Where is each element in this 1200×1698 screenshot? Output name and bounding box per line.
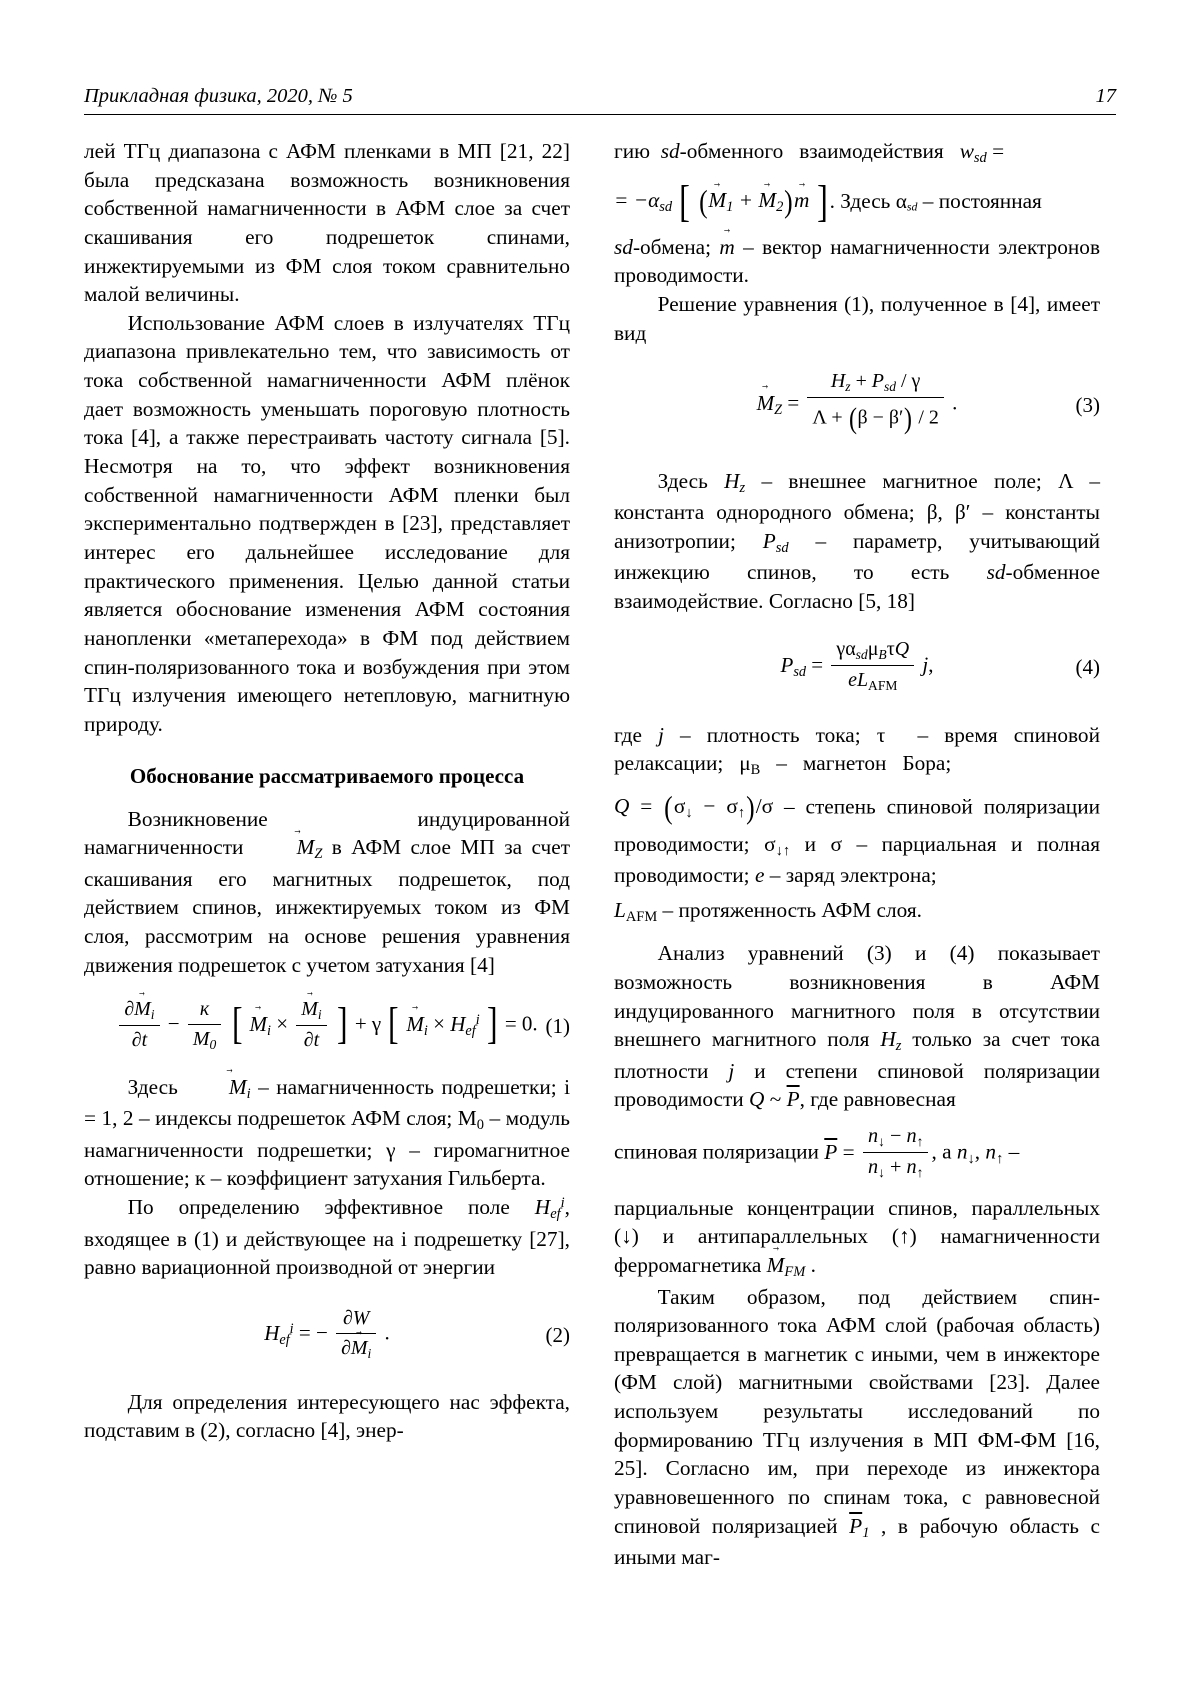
text-fragment: – модуль намагниченности подрешетки; γ – гиромагнитное отношение; к – коэффициент затухания Гильберта. — [84, 1106, 570, 1191]
equation-3-number: (3) — [1075, 392, 1100, 417]
journal-title: Прикладная физика, 2020, № 5 — [84, 85, 353, 107]
paragraph: Использование АФМ слоев в излучателях ТГц диапазона привлекательно тем, что зависимость от тока собственной намагниченности АФМ плёнок дает возможность уменьшать пороговую плотность тока [4], а также перестраивать частоту сигнала [5]. Несмотря на то, что эффект возникновения собственной намагниченности АФМ пленки был экспериментально подтвержден в [23], представляет интерес его дальнейшее исследование для практического применения. Целью данной статьи является обоснование изменения АФМ состояния нанопленки «метаперехода» в ФМ под действием спин-поляризованного тока и возбуждения при этом ТГц излучения имеющего нетепловую, магнитную природу. — [84, 310, 570, 736]
paragraph: лей ТГц диапазона с АФМ пленками в МП [21, 22] была предсказана возможность возникновения собственной намагниченности в АФМ слое за счет скашивания его подрешеток спинами, инжектируемыми из ФМ слоя током сравнительно малой величины. — [84, 139, 570, 307]
left-column — [84, 137, 570, 1572]
equation-1 — [84, 996, 570, 1055]
symbol-H-ef: $H_{ef}^i$ — [534, 1194, 565, 1223]
page-number: 17 — [1095, 85, 1116, 107]
paragraph: Решение уравнения (1), полученное в [4], имеет вид — [614, 291, 1100, 345]
page-header — [84, 85, 1116, 115]
right-column — [614, 137, 1100, 1572]
equation-3 — [614, 369, 1100, 440]
text-fragment: По определению эффективное поле — [127, 1195, 535, 1220]
equation-4-number: (4) — [1075, 654, 1100, 679]
paragraph-with-formula-Q: $Q = (\sigma_↓ - \sigma_↑)/\sigma$ – степень спиновой поляризации проводимости; $\sigma_{↓↑}$ и σ – парциальная и полная проводимости; e – заряд электрона; — [614, 789, 1100, 888]
paragraph — [614, 137, 1100, 169]
text-fragment: гию sd-обменного взаимодействия $w_{sd}$ = — [614, 139, 1005, 167]
text-fragment: – намагниченность подрешетки; i = 1, 2 – индексы подрешеток АФМ слоя; M — [84, 1074, 570, 1131]
body-columns — [84, 137, 1116, 1572]
paragraph — [84, 1193, 570, 1282]
paragraph: Анализ уравнений (3) и (4) показывает возможность возникновения в АФМ индуцированного магнитного поля в отсутствии внешнего магнитного поля $H_z$ только за счет тока плотности j и степени спиновой поляризации проводимости Q ~ $\overline{P}$, где равновесная — [614, 941, 1100, 1112]
paragraph: sd-обмена; m → – вектор намагниченности электронов проводимости. — [614, 233, 1100, 290]
equation-2-number: (2) — [545, 1322, 570, 1347]
formula-inline-wsd: = $-\alpha_{sd}$ [ $(M \to_1 + M \to_2)m$ → ]. Здесь $\alpha_{sd}$ – постоянная — [614, 173, 1100, 233]
text-fragment: Возникновение индуцированной намагниченности — [84, 806, 570, 860]
paragraph: парциальные концентрации спинов, параллельных (↓) и антипараллельных (↑) намагниченности ферромагнетика $M \to_{FM}$ . — [614, 1194, 1100, 1283]
paragraph: где j – плотность тока; τ – время спиновой релаксации; $\mu_B$ – магнетон Бора; — [614, 722, 1100, 779]
equation-1-number: (1) — [545, 1013, 570, 1038]
equation-4-body: $P_{sd}$ = $\frac{\gamma\alpha_{sd}\mu_B\tau Q}{eL_{AFM}}$ j, — [780, 638, 934, 694]
paragraph — [84, 805, 570, 980]
paragraph: Таким образом, под действием спин-поляризованного тока АФМ слой (рабочая область) превращается в магнетик с иными, чем в инжекторе (ФМ слой) магнитными свойствами [23]. Далее используем результаты исследований по формированию ТГц излучения в МП ФМ-ФМ [16, 25]. Согласно им, при переходе из инжектора уравновешенного по спинам тока, с равновесной спиновой поляризацией $\overline{P}_1$ , в рабочую область с иными маг- — [614, 1284, 1101, 1570]
equation-2 — [84, 1306, 570, 1364]
equation-3-body: $M \to_Z$ = $\frac{H_z + P_{sd} / \gamma}{\Lambda + (\beta - \beta') / 2}$ . — [757, 369, 958, 440]
symbol-M-i: $M \to_i$ — [185, 1075, 250, 1099]
paragraph-with-formula-P: спиновая поляризации $\overline{P}$ = $\frac{n_↓ - n_↑}{n_↓ + n_↑}$ , а $n_↓$, $n_↑$ – — [614, 1125, 1020, 1181]
text-fragment: Здесь — [127, 1074, 186, 1099]
paragraph: Для определения интересующего нас эффекта, подставим в (2), согласно [4], энер- — [84, 1389, 570, 1443]
section-heading: Обоснование рассматриваемого процесса — [129, 764, 525, 789]
paragraph: Здесь $H_z$ – внешнее магнитное поле; Λ – константа однородного обмена; β, β′ – константы анизотропии; $P_{sd}$ – параметр, учитывающий инжекцию спинов, то есть sd-обменное взаимодействие. Согласно [5, 18] — [614, 468, 1101, 613]
equation-2-body: $H_{ef}^i$ = − $\frac{\partial W}{\partial M \to_i}$ . — [264, 1306, 390, 1364]
text-fragment: в АФМ слое МП за счет скашивания его магнитных подрешеток, под действием спинов, инжектируемых током из ФМ слоя, рассмотрим на основе решения уравнения движения подрешеток с учетом затухания [4] — [84, 835, 571, 977]
equation-4 — [614, 637, 1100, 696]
text-fragment: , входящее в (1) и действующее на i подрешетку [27], равно вариационной производной от энергии — [84, 1195, 570, 1280]
paragraph: $L_{AFM}$ – протяженность АФМ слоя. — [614, 897, 922, 925]
paragraph: Здесь $M \to_i$ – намагниченность подрешетки; i = 1, 2 – индексы подрешеток АФМ слоя; $M_0$ – модуль намагниченности подрешетки; γ – гиромагнитное отношение; к – коэффициент затухания Гильберта. — [84, 1073, 570, 1193]
symbol-M-Z: $M \to_Z$ — [253, 835, 322, 859]
equation-1-body: $\frac{\partial M \to_i}{\partial t}$ − $\frac{к}{M_0}$ [ $M \to_i$ × $\frac{M \to_i}{\partial t}$ ] + γ [ $M \to_i \times H_{ef}^i$ ] = 0. — [116, 996, 537, 1055]
